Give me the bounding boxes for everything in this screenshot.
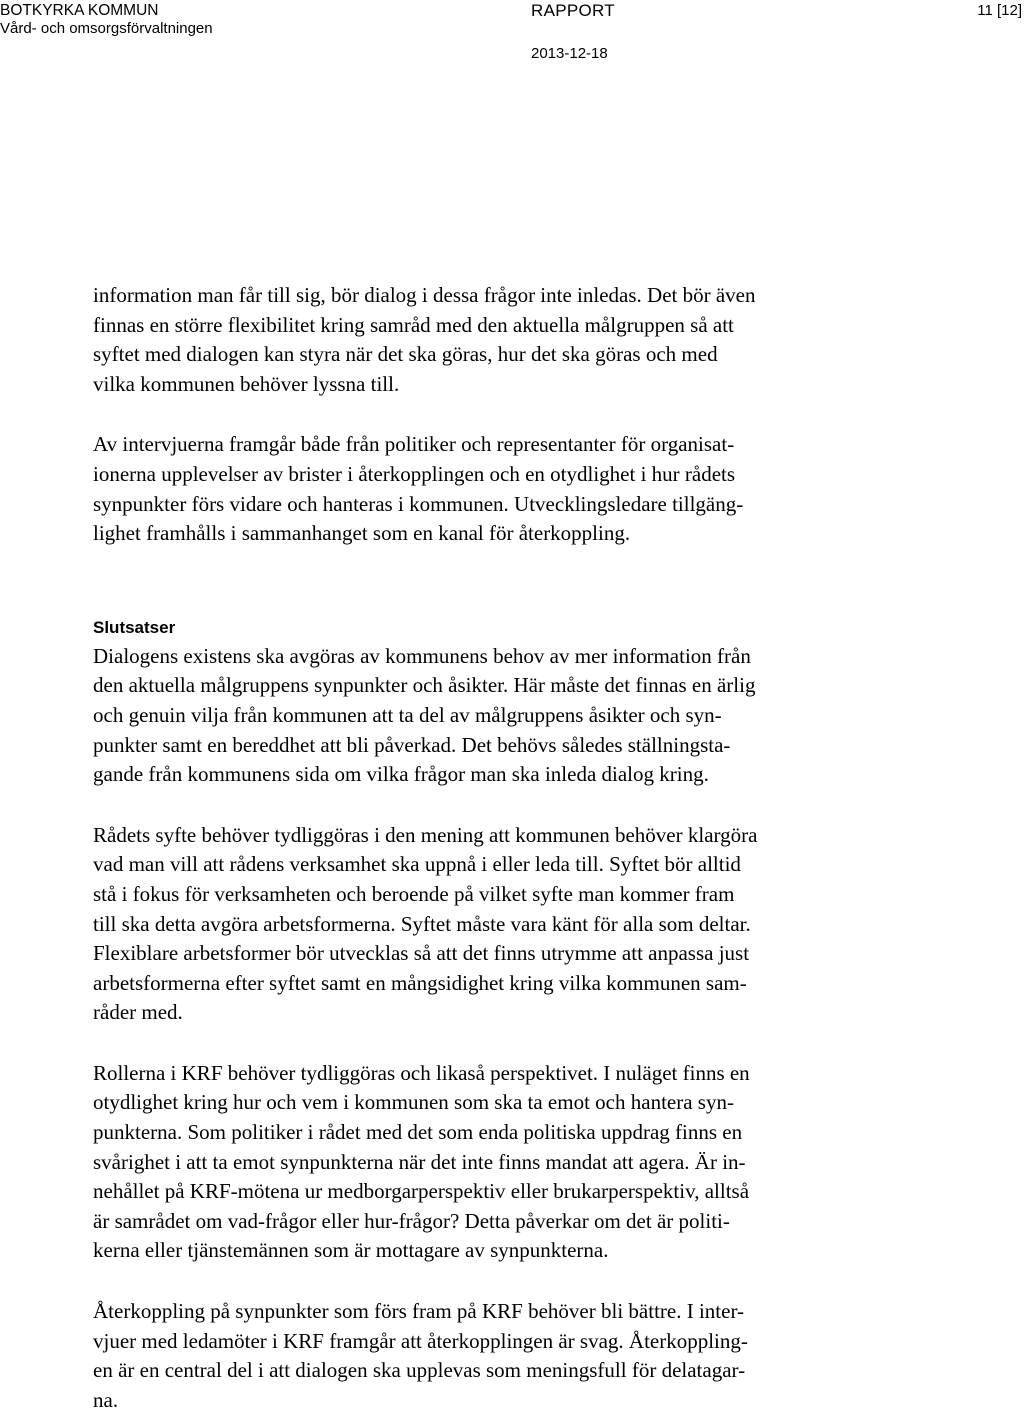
paragraph-3: Dialogens existens ska avgöras av kommunens behov av mer information från den aktuella målgruppens synpunkter och åsikter. Här måste det finnas en ärlig och genuin vilja från kommunen att ta del av målgruppens åsikter och syn- punkter samt en bereddhet att bli påverkad. Det behövs således ställningsta- gande från kommunens sida om vilka frågor man ska inleda dialog kring. bbox=[93, 643, 756, 787]
page-number: 11 [12] bbox=[977, 2, 1022, 19]
paragraph-4: Rådets syfte behöver tydliggöras i den mening att kommunen behöver klargöra vad man vill att rådens verksamhet ska uppnå i eller leda till. Syftet bör alltid stå i fokus för verksamheten och beroende på vilket syfte man kommer fram till ska detta avgöra arbetsformerna. Syftet måste vara känt för alla som deltar. Flexiblare arbetsformer bör utvecklas så att det finns utrymme att anpassa just arbetsformerna efter syftet samt en mångsidighet kring vilka kommunen sam- råder med. bbox=[93, 822, 758, 1025]
section-heading: Slutsatser bbox=[93, 617, 176, 637]
organization-name: BOTKYRKA KOMMUN bbox=[0, 2, 159, 19]
paragraph-5: Rollerna i KRF behöver tydliggöras och likaså perspektivet. I nuläget finns en otydlighet kring hur och vem i kommunen som ska ta emot och hantera syn- punkterna. Som politiker i rådet med det som enda politiska uppdrag finns en svårighet i att ta emot synpunkterna när det inte finns mandat att agera. Är in- nehållet på KRF-mötena ur medborgarperspektiv eller brukarperspektiv, alltså är samrådet om vad-frågor eller hur-frågor? Detta påverkar om det är politi- kerna eller tjänstemännen som är mottagare av synpunkterna. bbox=[93, 1060, 750, 1263]
paragraph-1: information man får till sig, bör dialog i dessa frågor inte inledas. Det bör även finnas en större flexibilitet kring samråd med den aktuella målgruppen så att syftet med dialogen kan styra när det ska göras, hur det ska göras och med vilka kommunen behöver lyssna till. bbox=[93, 283, 756, 396]
department-name: Vård- och omsorgsförvaltningen bbox=[0, 20, 213, 37]
document-type: RAPPORT bbox=[531, 1, 615, 20]
document-body bbox=[93, 281, 905, 1415]
paragraph-6: Återkoppling på synpunkter som förs fram på KRF behöver bli bättre. I inter- vjuer med ledamöter i KRF framgår att återkopplingen är svag. Återkoppling- en är en central del i att dialogen ska upplevas som meningsfull för delatagar- na. bbox=[93, 1299, 748, 1412]
document-date: 2013-12-18 bbox=[531, 45, 608, 62]
paragraph-2: Av intervjuerna framgår både från politiker och representanter för organisat- ionerna upplevelser av brister i återkopplingen och en otydlighet i hur rådets synpunkter förs vidare och hanteras i kommunen. Utvecklingsledare tillgäng- lighet framhålls i sammanhanget som en kanal för återkoppling. bbox=[93, 432, 744, 546]
